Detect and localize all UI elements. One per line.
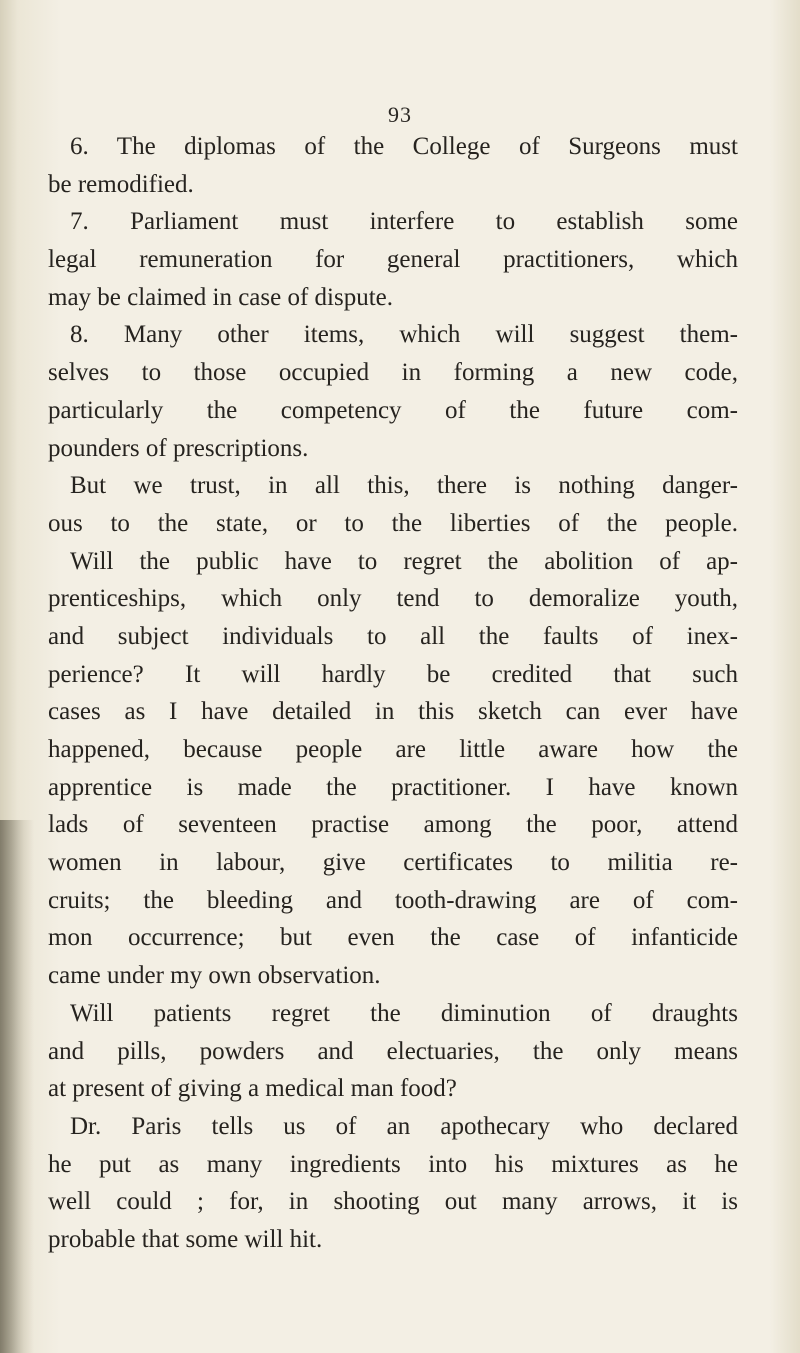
text-line: legal remuneration for general practitioners, which	[48, 246, 738, 274]
text-line: prenticeships, which only tend to demoralize youth,	[48, 585, 738, 613]
text-line: well could ; for, in shooting out many arrows, it is	[48, 1188, 738, 1216]
text-line: came under my own observation.	[48, 962, 381, 990]
text-line: mon occurrence; but even the case of infanticide	[48, 924, 738, 952]
text-line: lads of seventeen practise among the poor, attend	[48, 811, 738, 839]
text-line: Will the public have to regret the abolition of ap-	[70, 547, 738, 575]
text-line: ous to the state, or to the liberties of the people.	[48, 509, 738, 537]
text-line: and subject individuals to all the faults of inex-	[48, 622, 738, 650]
text-line: probable that some will hit.	[48, 1225, 323, 1253]
text-line: happened, because people are little aware how the	[48, 736, 738, 763]
text-line: and pills, powders and electuaries, the only means	[48, 1037, 738, 1065]
text-line: cases as I have detailed in this sketch can ever have	[48, 698, 738, 726]
text-line: perience? It will hardly be credited that such	[48, 660, 738, 688]
text-line: 6. The diplomas of the College of Surgeons must	[70, 133, 738, 160]
text-line: But we trust, in all this, there is nothing danger-	[70, 472, 738, 500]
text-line: particularly the competency of the future com-	[48, 396, 738, 424]
text-line: apprentice is made the practitioner. I have known	[48, 773, 738, 801]
text-line: women in labour, give certificates to militia re-	[48, 849, 738, 877]
text-line: may be claimed in case of dispute.	[48, 283, 394, 311]
text-line: 8. Many other items, which will suggest them-	[70, 321, 738, 349]
text-line: selves to those occupied in forming a new code,	[48, 359, 738, 387]
page-edge-shadow	[0, 820, 34, 1353]
text-line: Dr. Paris tells us of an apothecary who declared	[70, 1112, 738, 1140]
text-line: he put as many ingredients into his mixtures as he	[48, 1150, 738, 1178]
text-line: cruits; the bleeding and tooth-drawing are of com-	[48, 886, 738, 914]
page-number: 93	[388, 102, 412, 127]
text-line: 7. Parliament must interfere to establish some	[70, 208, 738, 236]
body-text	[48, 128, 738, 1259]
text-line: at present of giving a medical man food?	[48, 1075, 457, 1103]
text-line: pounders of prescriptions.	[48, 434, 309, 462]
text-line: Will patients regret the diminution of draughts	[70, 999, 738, 1027]
text-line: be remodified.	[48, 170, 194, 198]
